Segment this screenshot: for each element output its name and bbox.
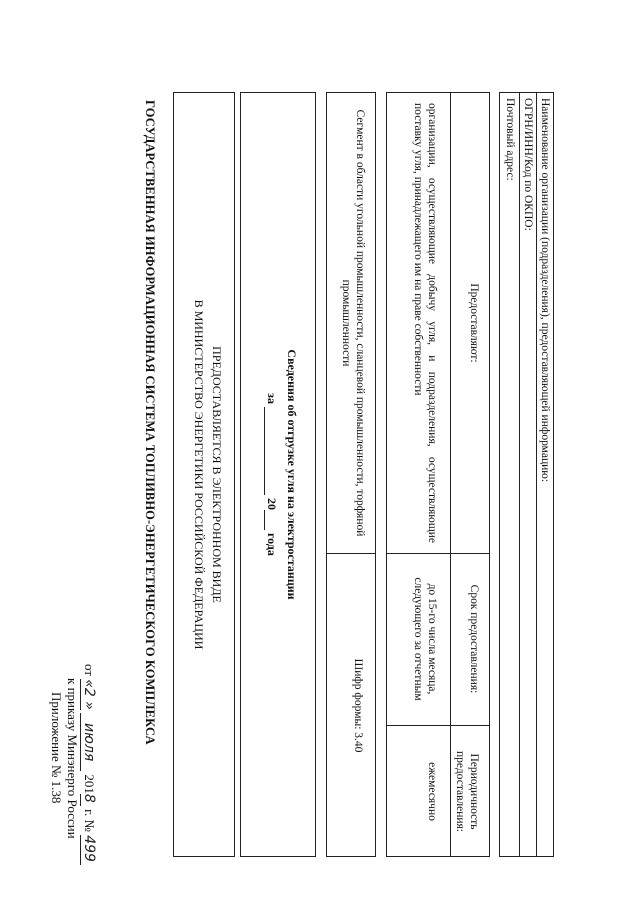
header-row-divider: [450, 93, 451, 856]
header-periodicity: Периодичность предоставления:: [454, 750, 480, 833]
period-year: 20: [265, 497, 279, 510]
main-title: ГОСУДАРСТВЕННАЯ ИНФОРМАЦИОННАЯ СИСТЕМА ТОПЛИВНО-ЭНЕРГЕТИЧЕСКОГО КОМПЛЕКСА: [143, 100, 157, 745]
provision-table: [386, 92, 490, 857]
handwritten-day: «2 »: [81, 679, 97, 710]
period-suffix: года: [265, 532, 279, 556]
report-title-box: [240, 92, 316, 857]
year-prefix: 201: [82, 774, 97, 794]
segment-box: [326, 92, 376, 857]
submission-box: [173, 92, 235, 857]
org-ogrn-label: ОГРН/ИНН/Код по ОКПО:: [522, 98, 534, 231]
from-label: от: [82, 664, 97, 677]
period-prefix: за: [265, 393, 279, 404]
form-code: Шифр формы: 3.40: [352, 658, 364, 753]
organization-box: [496, 92, 554, 857]
org-rule-2: [519, 92, 520, 857]
handwritten-year: 8: [80, 794, 96, 806]
org-rule-1: [536, 92, 537, 857]
cell-deadline: до 15-го числа месяца, следующего за отчетным: [412, 577, 438, 701]
order-label: к приказу Минэнерго России: [65, 678, 80, 839]
header-deadline: Срок предоставления:: [468, 584, 480, 694]
cell-periodicity: ежемесячно: [426, 762, 438, 821]
org-name-label: Наименование организации (подразделения), предоставляющей информацию:: [539, 98, 551, 483]
cell-provide: организации, осуществляющие добычу угля, и подразделения, осуществляющие поставку угля, принадлежащего им на праве собственности: [412, 103, 438, 543]
header-provide: Предоставляют:: [468, 283, 480, 363]
number-label: г. №: [82, 809, 97, 832]
table-bottom-rule: [489, 92, 490, 857]
org-right-rule: [499, 856, 554, 857]
submission-line-1: ПРЕДОСТАВЛЯЕТСЯ В ЭЛЕКТРОННОМ ВИДЕ: [210, 346, 224, 603]
period-year-blank: [264, 510, 279, 530]
org-address-label: Почтовый адрес:: [504, 98, 516, 181]
org-bottom-rule: [499, 92, 500, 857]
appendix-label: Приложение № 1.38: [49, 692, 64, 804]
report-period: [264, 93, 279, 856]
handwritten-month: июля: [80, 713, 96, 771]
segment-text: Сегмент в области угольной промышленности, сланцевой промышленности, торфяной промышленности: [340, 109, 366, 537]
period-month-blank: [264, 407, 279, 495]
handwritten-number: 499: [80, 835, 96, 865]
order-date-number: [80, 664, 97, 865]
org-left-rule: [499, 92, 554, 93]
org-top-rule: [553, 92, 554, 857]
submission-line-2: В МИНИСТЕРСТВО ЭНЕРГЕТИКИ РОССИЙСКОЙ ФЕДЕРАЦИИ: [192, 299, 206, 650]
report-title: Сведения об отгрузке угля на электростанции: [285, 349, 299, 600]
